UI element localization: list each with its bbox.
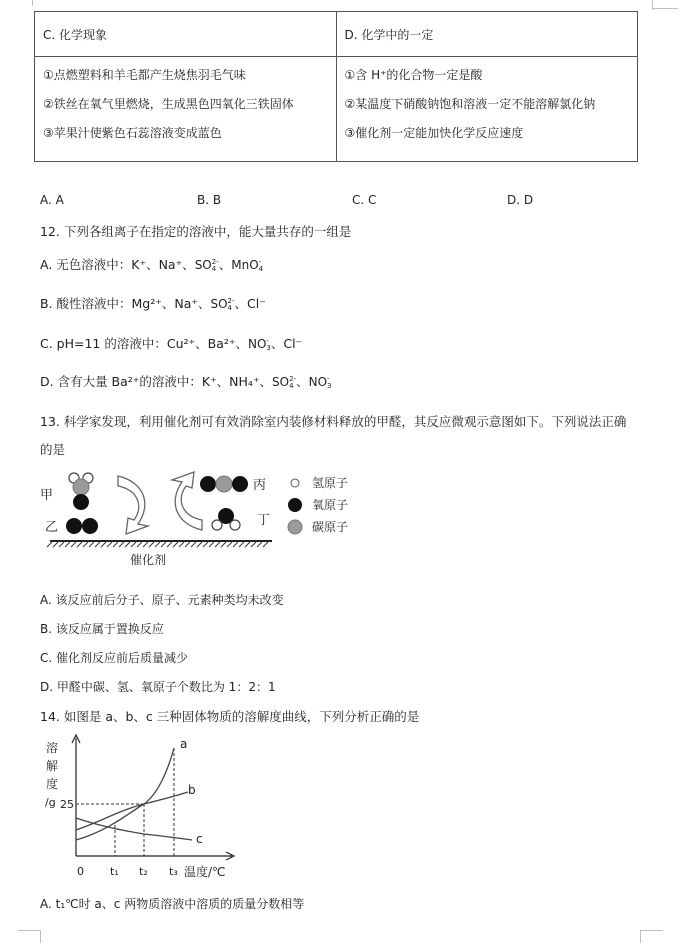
legend-carbon-icon xyxy=(288,520,302,534)
label-bing: 丙 xyxy=(253,478,267,493)
q12-a-sep: 、 xyxy=(218,257,232,272)
curve-label-b: b xyxy=(188,783,196,797)
oxygen-atom xyxy=(66,518,82,534)
molecule-yi xyxy=(66,518,98,534)
hatch-line xyxy=(77,542,82,547)
q12-b-ion-so4 xyxy=(210,297,234,312)
hatch-line xyxy=(179,542,184,547)
x-axis-label: 温度/℃ xyxy=(184,865,226,879)
options-table xyxy=(34,11,638,162)
hatch-line xyxy=(101,542,106,547)
ion-formula: SO xyxy=(272,375,290,389)
curve-label-a: a xyxy=(180,737,188,751)
table-d-item-3: ③催化剂一定能加快化学反应速度 xyxy=(344,126,524,140)
ylabel-char-2: 解 xyxy=(46,759,59,773)
ion-charge: 2- xyxy=(227,296,235,305)
q12-c-prefix: C. pH=11 的溶液中：Cu²⁺、Ba²⁺、 xyxy=(40,336,248,351)
hatch-line xyxy=(227,542,232,547)
q14-option-a: A. t₁℃时 a、c 两物质溶液中溶质的质量分数相等 xyxy=(40,897,305,911)
arrow-forward-icon xyxy=(118,476,148,534)
hatch-line xyxy=(221,542,226,547)
hatch-line xyxy=(173,542,178,547)
hatch-line xyxy=(137,542,142,547)
q13-option-c: C. 催化剂反应前后质量减少 xyxy=(40,651,189,665)
q11-option-d: D. D xyxy=(507,193,534,207)
hatch-line xyxy=(155,542,160,547)
hydrogen-atom xyxy=(230,520,240,530)
table-d-item-2: ②某温度下硝酸钠饱和溶液一定不能溶解氯化钠 xyxy=(344,97,596,111)
table-cell-c xyxy=(35,57,337,162)
ion-subscript: 3 xyxy=(266,343,271,352)
molecule-ding xyxy=(212,508,240,530)
solubility-graph xyxy=(40,730,250,890)
hatch-line xyxy=(239,542,244,547)
oxygen-atom xyxy=(73,494,89,510)
hatch-line xyxy=(47,542,52,547)
table-d-item-1: ①含 H⁺的化合物一定是酸 xyxy=(344,68,483,82)
q12-d-ion-no3 xyxy=(309,375,332,390)
hatch-line xyxy=(251,542,256,547)
carbon-atom xyxy=(216,476,232,492)
ion-sup-sub xyxy=(266,338,270,352)
oxygen-atom xyxy=(82,518,98,534)
label-yi: 乙 xyxy=(45,520,59,535)
y-tick-25: 25 xyxy=(60,798,74,811)
catalyst-label: 催化剂 xyxy=(130,553,167,567)
q12-option-b xyxy=(40,294,266,312)
ion-sup-sub xyxy=(228,298,235,312)
ion-formula: NO xyxy=(247,337,267,351)
legend xyxy=(288,476,348,534)
oxygen-atom xyxy=(200,476,216,492)
crop-mark-top-right-h xyxy=(652,8,678,10)
hatch-line xyxy=(143,542,148,547)
table-cell-d xyxy=(336,57,638,162)
hatch-line xyxy=(113,542,118,547)
hatch-line xyxy=(119,542,124,547)
hatch-line xyxy=(209,542,214,547)
q12-option-c xyxy=(40,334,302,352)
legend-carbon-label: 碳原子 xyxy=(312,520,349,534)
q11-option-c: C. C xyxy=(352,193,377,207)
q12-d-ion-so4 xyxy=(272,375,296,390)
curve-label-c: c xyxy=(196,832,203,846)
q11-option-b: B. B xyxy=(197,193,222,207)
q12-a-prefix: A. 无色溶液中：K⁺、Na⁺、 xyxy=(40,257,195,272)
hatch-line xyxy=(65,542,70,547)
legend-oxygen-label: 氧原子 xyxy=(312,498,349,512)
ion-charge: - xyxy=(327,374,330,383)
q12-c-ion-no3 xyxy=(248,337,271,352)
molecule-jia xyxy=(69,473,93,510)
hatch-line xyxy=(161,542,166,547)
ion-sup-sub xyxy=(212,259,219,273)
origin-label: 0 xyxy=(77,865,84,878)
hatch-line xyxy=(149,542,154,547)
table-c-item-3: ③苹果汁使紫色石蕊溶液变成蓝色 xyxy=(43,126,222,140)
q14-stem: 14. 如图是 a、b、c 三种固体物质的溶解度曲线，下列分析正确的是 xyxy=(40,709,420,724)
q12-c-suffix: 、Cl⁻ xyxy=(270,336,303,351)
oxygen-atom xyxy=(232,476,248,492)
carbon-atom xyxy=(73,479,89,495)
hatch-line xyxy=(89,542,94,547)
arrow-backward-icon xyxy=(172,472,202,530)
x-tick-t3: t₃ xyxy=(169,865,178,878)
ion-formula: NO xyxy=(308,375,328,389)
ion-subscript: 4 xyxy=(211,264,217,273)
ion-formula: SO xyxy=(194,258,212,272)
ion-formula: MnO xyxy=(231,258,259,272)
hatch-line xyxy=(203,542,208,547)
q12-d-prefix: D. 含有大量 Ba²⁺的溶液中：K⁺、NH₄⁺、 xyxy=(40,374,273,389)
ion-subscript: 4 xyxy=(289,381,294,390)
q12-a-ion-mno4 xyxy=(231,258,263,273)
ion-sup-sub xyxy=(327,376,331,390)
q12-option-d xyxy=(40,372,332,390)
ion-formula: SO xyxy=(210,297,228,311)
table-header-d: D. 化学中的一定 xyxy=(336,12,638,57)
ion-sup-sub xyxy=(289,376,296,390)
hatch-line xyxy=(263,542,268,547)
q13-option-b: B. 该反应属于置换反应 xyxy=(40,622,164,636)
hydrogen-atom xyxy=(212,520,222,530)
crop-mark-bottom-right xyxy=(640,930,663,943)
hatch-line xyxy=(59,542,64,547)
hatch-line xyxy=(257,542,262,547)
q13-stem-line2: 的是 xyxy=(40,442,66,457)
hatch-line xyxy=(83,542,88,547)
hatch-line xyxy=(197,542,202,547)
hatch-line xyxy=(53,542,58,547)
table-c-item-1: ①点燃塑料和羊毛都产生烧焦羽毛气味 xyxy=(43,68,246,82)
crop-mark-bottom-left xyxy=(18,930,41,943)
x-tick-t2: t₂ xyxy=(139,865,148,878)
q12-b-prefix: B. 酸性溶液中：Mg²⁺、Na⁺、 xyxy=(40,296,211,311)
hatch-line xyxy=(233,542,238,547)
ion-charge: - xyxy=(266,336,269,345)
ion-subscript: 3 xyxy=(327,381,332,390)
ion-charge: 2- xyxy=(289,374,297,383)
label-jia: 甲 xyxy=(40,488,54,503)
q13-stem-line1: 13. 科学家发现，利用催化剂可有效消除室内装修材料释放的甲醛，其反应微观示意图如下。下列说法正确 xyxy=(40,414,627,429)
ion-sup-sub xyxy=(259,259,263,273)
q11-option-a: A. A xyxy=(40,193,64,207)
hatch-line xyxy=(71,542,76,547)
q13-option-d: D. 甲醛中碳、氢、氧原子个数比为 1：2：1 xyxy=(40,680,276,694)
legend-oxygen-icon xyxy=(288,498,302,512)
hatch-line xyxy=(167,542,172,547)
q12-option-a xyxy=(40,255,263,273)
hatch-line xyxy=(245,542,250,547)
molecule-bing xyxy=(200,476,248,492)
hatch-line xyxy=(125,542,130,547)
table-header-c: C. 化学现象 xyxy=(35,12,337,57)
ion-subscript: 4 xyxy=(227,303,232,312)
hatch-line xyxy=(185,542,190,547)
hatch-line xyxy=(107,542,112,547)
q12-d-sep: 、 xyxy=(296,374,309,389)
curve-a xyxy=(76,748,174,840)
reaction-diagram xyxy=(40,468,380,572)
crop-mark-top-left xyxy=(18,0,33,6)
curve-c xyxy=(76,818,192,840)
q12-stem: 12. 下列各组离子在指定的溶液中，能大量共存的一组是 xyxy=(40,224,352,239)
hatch-line xyxy=(191,542,196,547)
ylabel-char-4: /g xyxy=(45,796,56,809)
q13-option-a: A. 该反应前后分子、原子、元素种类均未改变 xyxy=(40,593,284,607)
legend-hydrogen-icon xyxy=(291,479,299,487)
table-c-item-2: ②铁丝在氧气里燃烧，生成黑色四氧化三铁固体 xyxy=(43,97,294,111)
hatch-line xyxy=(95,542,100,547)
hatch-line xyxy=(131,542,136,547)
ion-subscript: 4 xyxy=(258,264,264,273)
x-tick-t1: t₁ xyxy=(110,865,119,878)
ion-charge: - xyxy=(258,257,262,266)
catalyst-hatching xyxy=(47,542,268,547)
ylabel-char-3: 度 xyxy=(46,777,59,791)
legend-hydrogen-label: 氢原子 xyxy=(312,476,349,490)
q12-b-suffix: 、Cl⁻ xyxy=(234,296,266,311)
ylabel-char-1: 溶 xyxy=(46,741,59,755)
label-ding: 丁 xyxy=(257,513,271,528)
q12-a-ion-so4 xyxy=(195,258,219,273)
hatch-line xyxy=(215,542,220,547)
ion-charge: 2- xyxy=(211,257,219,266)
